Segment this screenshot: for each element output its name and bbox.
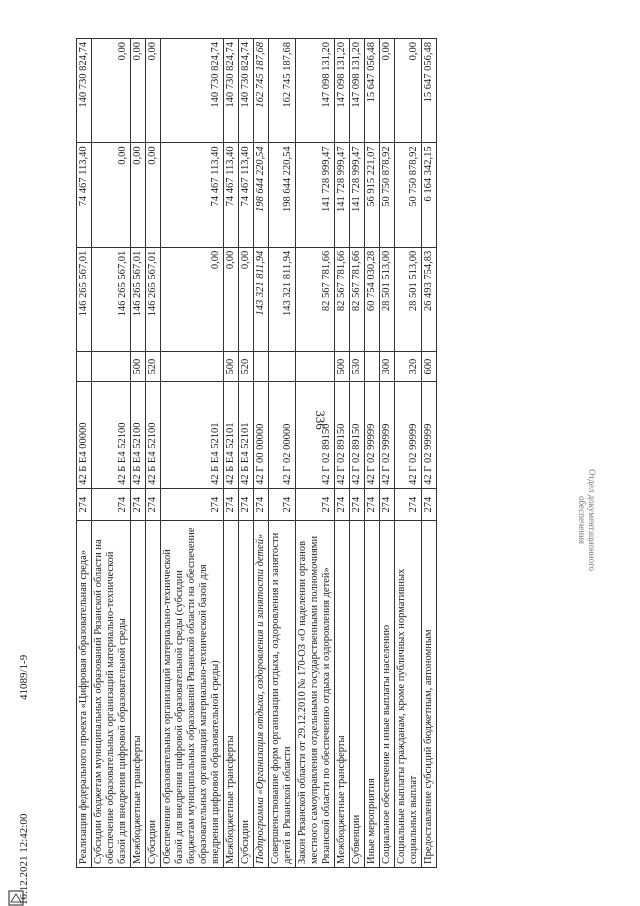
row-amount-2023-cell: 162 745 187,68 <box>269 39 296 143</box>
row-amount-2021-cell: 0,00 <box>239 247 254 351</box>
row-amount-2022-cell: 141 728 999,47 <box>335 143 350 247</box>
row-amount-2022-cell: 74 467 113,40 <box>224 143 239 247</box>
table-row <box>161 39 224 868</box>
table-row <box>296 39 335 868</box>
row-csr-cell: 42 Б E4 52100 <box>146 382 161 489</box>
row-vr-cell: 500 <box>335 352 350 382</box>
row-code-cell: 274 <box>254 488 269 521</box>
row-name-cell: Социальные выплаты гражданам, кроме публичных нормативных социальных выплат <box>395 521 422 868</box>
row-amount-2022-cell: 141 728 999,47 <box>350 143 365 247</box>
budget-table-sheet <box>76 38 576 868</box>
row-code-cell: 274 <box>269 488 296 521</box>
row-csr-cell: 42 Б E4 00000 <box>77 382 92 489</box>
row-amount-2023-cell: 140 730 824,74 <box>161 39 224 143</box>
row-csr-cell: 42 Г 02 89150 <box>350 382 365 489</box>
row-amount-2022-cell: 198 644 220,54 <box>269 143 296 247</box>
row-name-cell: Субвенции <box>350 521 365 868</box>
row-code-cell: 274 <box>161 488 224 521</box>
row-amount-2022-cell: 56 915 221,07 <box>365 143 380 247</box>
row-code-cell: 274 <box>350 488 365 521</box>
row-vr-cell <box>161 352 224 382</box>
table-row <box>92 39 131 868</box>
row-amount-2022-cell: 6 164 342,15 <box>422 143 437 247</box>
row-csr-cell: 42 Г 02 89150 <box>296 382 335 489</box>
row-amount-2021-cell: 82 567 781,66 <box>335 247 350 351</box>
row-name-cell: Обеспечение образовательных организаций материально-технической базой для внедрения цифровой образовательной среды (субсидии бюджетам муниципальных образований Рязанской области на обеспечение образовательных организаций материально-технической базой для внедрения цифровой образовательной среды) <box>161 521 224 868</box>
row-amount-2021-cell: 26 493 754,83 <box>422 247 437 351</box>
row-csr-cell: 42 Г 02 99999 <box>365 382 380 489</box>
row-vr-cell: 500 <box>224 352 239 382</box>
row-name-cell: Межбюджетные трансферты <box>224 521 239 868</box>
row-code-cell: 274 <box>380 488 395 521</box>
page-number: 336 <box>313 410 328 430</box>
row-amount-2023-cell: 162 745 187,68 <box>254 39 269 143</box>
row-vr-cell: 320 <box>395 352 422 382</box>
row-amount-2023-cell: 15 647 056,48 <box>365 39 380 143</box>
row-csr-cell: 42 Г 02 99999 <box>380 382 395 489</box>
table-row <box>224 39 239 868</box>
row-csr-cell: 42 Г 02 89150 <box>335 382 350 489</box>
row-amount-2022-cell: 74 467 113,40 <box>161 143 224 247</box>
row-csr-cell: 42 Б E4 52101 <box>239 382 254 489</box>
row-vr-cell: 530 <box>350 352 365 382</box>
row-name-cell: Субсидии <box>239 521 254 868</box>
row-name-cell: Субсидии бюджетам муниципальных образований Рязанской области на обеспечение образовательных организаций материально-технической базой для внедрения цифровой образовательной среды <box>92 521 131 868</box>
row-code-cell: 274 <box>224 488 239 521</box>
row-amount-2022-cell: 74 467 113,40 <box>77 143 92 247</box>
row-name-cell: Субсидии <box>146 521 161 868</box>
row-code-cell: 274 <box>365 488 380 521</box>
budget-table <box>76 38 437 868</box>
row-amount-2021-cell: 28 501 513,00 <box>380 247 395 351</box>
row-vr-cell <box>296 352 335 382</box>
row-amount-2021-cell: 143 321 811,94 <box>254 247 269 351</box>
row-csr-cell: 42 Г 02 99999 <box>395 382 422 489</box>
row-name-cell: Социальное обеспечение и иные выплаты населению <box>380 521 395 868</box>
row-name-cell: Подпрограмма «Организация отдыха, оздоровления и занятости детей» <box>254 521 269 868</box>
footer-datetime: 16.12.2021 12:42:00 <box>18 813 30 905</box>
row-amount-2021-cell: 146 265 567,01 <box>92 247 131 351</box>
row-name-cell: Закон Рязанской области от 29.12.2010 № 170-ОЗ «О наделении органов местного самоуправления отдельными государственными полномочиями Рязанской области по обеспечению отдыха и оздоровления детей» <box>296 521 335 868</box>
row-csr-cell: 42 Б E4 52101 <box>161 382 224 489</box>
row-amount-2023-cell: 0,00 <box>131 39 146 143</box>
row-csr-cell: 42 Г 02 99999 <box>422 382 437 489</box>
row-amount-2021-cell: 28 501 513,00 <box>395 247 422 351</box>
row-amount-2022-cell: 50 750 878,92 <box>395 143 422 247</box>
row-vr-cell: 300 <box>380 352 395 382</box>
row-amount-2023-cell: 0,00 <box>380 39 395 143</box>
row-amount-2021-cell: 146 265 567,01 <box>131 247 146 351</box>
row-code-cell: 274 <box>296 488 335 521</box>
row-amount-2021-cell: 143 321 811,94 <box>269 247 296 351</box>
row-csr-cell: 42 Б E4 52100 <box>131 382 146 489</box>
row-amount-2021-cell: 0,00 <box>161 247 224 351</box>
row-amount-2022-cell: 0,00 <box>131 143 146 247</box>
row-amount-2021-cell: 0,00 <box>224 247 239 351</box>
table-row <box>254 39 269 868</box>
row-amount-2023-cell: 140 730 824,74 <box>224 39 239 143</box>
row-code-cell: 274 <box>146 488 161 521</box>
table-row <box>239 39 254 868</box>
row-vr-cell <box>269 352 296 382</box>
row-amount-2023-cell: 140 730 824,74 <box>77 39 92 143</box>
row-amount-2023-cell: 15 647 056,48 <box>422 39 437 143</box>
row-code-cell: 274 <box>77 488 92 521</box>
row-vr-cell: 500 <box>131 352 146 382</box>
row-amount-2023-cell: 147 098 131,20 <box>350 39 365 143</box>
row-vr-cell <box>254 352 269 382</box>
row-amount-2022-cell: 141 728 999,47 <box>296 143 335 247</box>
budget-table-body <box>77 39 437 868</box>
table-row <box>365 39 380 868</box>
row-csr-cell: 42 Г 00 00000 <box>254 382 269 489</box>
org-stamp <box>577 430 597 610</box>
row-code-cell: 274 <box>335 488 350 521</box>
row-amount-2023-cell: 0,00 <box>146 39 161 143</box>
table-row <box>380 39 395 868</box>
table-row <box>395 39 422 868</box>
org-stamp-line: Отдел документационного <box>587 468 597 572</box>
row-amount-2021-cell: 60 754 030,28 <box>365 247 380 351</box>
row-code-cell: 274 <box>422 488 437 521</box>
row-name-cell: Межбюджетные трансферты <box>335 521 350 868</box>
row-vr-cell <box>365 352 380 382</box>
row-csr-cell: 42 Г 02 00000 <box>269 382 296 489</box>
row-amount-2021-cell: 82 567 781,66 <box>296 247 335 351</box>
row-amount-2023-cell: 147 098 131,20 <box>335 39 350 143</box>
row-csr-cell: 42 Б E4 52100 <box>92 382 131 489</box>
row-vr-cell: 520 <box>239 352 254 382</box>
table-row <box>335 39 350 868</box>
row-vr-cell <box>92 352 131 382</box>
row-amount-2022-cell: 198 644 220,54 <box>254 143 269 247</box>
row-amount-2022-cell: 0,00 <box>146 143 161 247</box>
row-amount-2022-cell: 74 467 113,40 <box>239 143 254 247</box>
row-amount-2021-cell: 146 265 567,01 <box>77 247 92 351</box>
row-vr-cell <box>77 352 92 382</box>
table-row <box>422 39 437 868</box>
row-code-cell: 274 <box>131 488 146 521</box>
row-name-cell: Иные мероприятия <box>365 521 380 868</box>
table-row <box>269 39 296 868</box>
row-code-cell: 274 <box>239 488 254 521</box>
table-row <box>77 39 92 868</box>
table-row <box>350 39 365 868</box>
row-vr-cell: 600 <box>422 352 437 382</box>
row-amount-2022-cell: 50 750 878,92 <box>380 143 395 247</box>
table-row <box>146 39 161 868</box>
row-amount-2021-cell: 82 567 781,66 <box>350 247 365 351</box>
row-code-cell: 274 <box>395 488 422 521</box>
row-amount-2023-cell: 0,00 <box>395 39 422 143</box>
row-name-cell: Совершенствование форм организации отдыха, оздоровления и занятости детей в Рязанской области <box>269 521 296 868</box>
row-amount-2023-cell: 140 730 824,74 <box>239 39 254 143</box>
row-vr-cell: 520 <box>146 352 161 382</box>
footer-doc-id: 41089/1-9 <box>18 654 30 700</box>
row-amount-2023-cell: 0,00 <box>92 39 131 143</box>
org-stamp-line: обеспечения <box>577 495 587 545</box>
row-amount-2023-cell: 147 098 131,20 <box>296 39 335 143</box>
row-csr-cell: 42 Б E4 52101 <box>224 382 239 489</box>
row-name-cell: Предоставление субсидий бюджетным, автономным <box>422 521 437 868</box>
table-row <box>131 39 146 868</box>
row-amount-2022-cell: 0,00 <box>92 143 131 247</box>
row-code-cell: 274 <box>92 488 131 521</box>
row-name-cell: Реализация федерального проекта «Цифровая образовательная среда» <box>77 521 92 868</box>
row-amount-2021-cell: 146 265 567,01 <box>146 247 161 351</box>
row-name-cell: Межбюджетные трансферты <box>131 521 146 868</box>
